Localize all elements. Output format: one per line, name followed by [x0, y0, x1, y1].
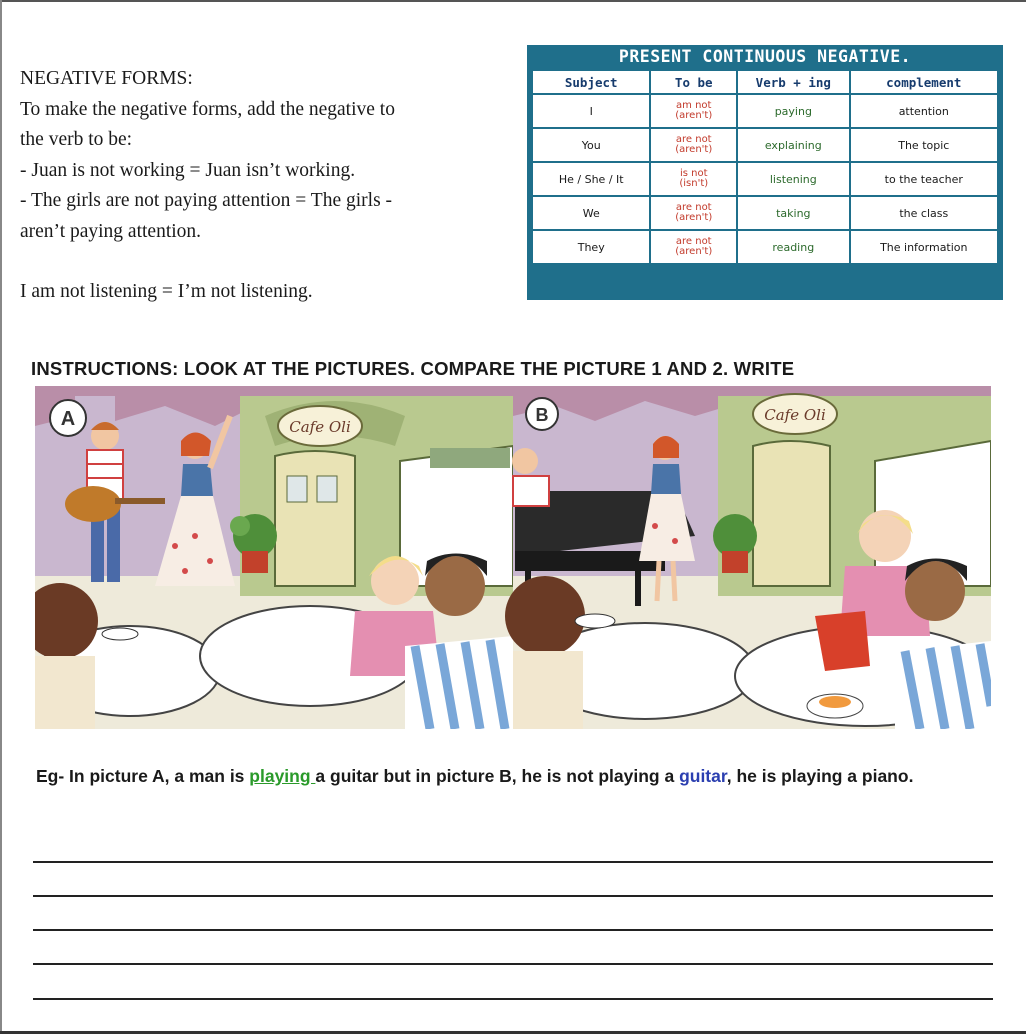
example-text: , he is playing a piano. — [726, 766, 914, 786]
cell-verb: listening — [737, 162, 850, 196]
cell-complement: the class — [850, 196, 998, 230]
negative-forms-line: To make the negative forms, add the negative to — [20, 98, 395, 120]
negative-forms-heading: NEGATIVE FORMS: — [20, 68, 193, 89]
answer-line[interactable] — [33, 861, 993, 863]
example-line-listening: I am not listening = I’m not listening. — [20, 281, 313, 302]
cell-complement: The information — [850, 230, 998, 264]
negative-forms-section — [20, 64, 500, 308]
example-line-girls: - The girls are not paying attention = The girls - — [20, 190, 393, 211]
left-border — [0, 0, 2, 1034]
top-border — [0, 0, 1026, 2]
table-header-row — [532, 70, 998, 94]
table-row — [532, 94, 998, 128]
picture-b-label: B — [535, 405, 549, 425]
cell-subject: He / She / It — [532, 162, 650, 196]
answer-line[interactable] — [33, 998, 993, 1000]
to-be-form: are not — [675, 134, 712, 145]
table-row — [532, 128, 998, 162]
example-highlight-verb: playing — [249, 766, 316, 786]
cell-verb: reading — [737, 230, 850, 264]
to-be-contraction: (aren't) — [675, 110, 713, 121]
cell-to-be — [650, 230, 737, 264]
example-sentence — [36, 762, 996, 790]
picture-b — [505, 386, 991, 729]
spacer — [20, 247, 500, 277]
cell-verb: paying — [737, 94, 850, 128]
cell-complement: to the teacher — [850, 162, 998, 196]
example-line-juan: - Juan is not working = Juan isn’t working. — [20, 159, 356, 181]
cell-subject: We — [532, 196, 650, 230]
to-be-form: are not — [675, 236, 712, 247]
guitar — [65, 486, 121, 522]
picture-a-label: A — [60, 408, 76, 430]
header-complement: complement — [850, 70, 998, 94]
cell-complement: The topic — [850, 128, 998, 162]
header-to-be: To be — [650, 70, 737, 94]
cell-subject: You — [532, 128, 650, 162]
cell-verb: explaining — [737, 128, 850, 162]
answer-line[interactable] — [33, 963, 993, 965]
to-be-contraction: (isn't) — [679, 178, 709, 189]
cell-subject: I — [532, 94, 650, 128]
cell-complement: attention — [850, 94, 998, 128]
answer-line[interactable] — [33, 895, 993, 897]
to-be-contraction: (aren't) — [675, 212, 713, 223]
header-verb-ing: Verb + ing — [737, 70, 850, 94]
instructions: INSTRUCTIONS: LOOK AT THE PICTURES. COMPARE THE PICTURE 1 AND 2. WRITE — [31, 358, 795, 379]
comparison-pictures — [35, 386, 991, 729]
negative-forms-line: the verb to be: — [20, 129, 133, 150]
example-text: a guitar but in picture B, he is not playing a — [315, 766, 680, 786]
cell-to-be — [650, 162, 737, 196]
grammar-table-panel — [527, 45, 1003, 300]
example-line-girls-cont: aren’t paying attention. — [20, 220, 202, 242]
cell-to-be — [650, 94, 737, 128]
table-row — [532, 230, 998, 264]
to-be-form: are not — [675, 202, 712, 213]
to-be-form: am not — [676, 100, 712, 111]
table-row — [532, 196, 998, 230]
comparison-illustration — [35, 386, 991, 729]
example-highlight-noun: guitar — [679, 766, 727, 786]
cafe-sign-a-text: Cafe Oli — [289, 418, 351, 436]
cafe-sign-b-text: Cafe Oli — [764, 406, 826, 424]
cell-subject: They — [532, 230, 650, 264]
example-text: Eg- In picture A, a man is — [36, 766, 250, 786]
to-be-form: is not — [679, 168, 708, 179]
table-row — [532, 162, 998, 196]
picture-a — [35, 386, 513, 729]
cell-to-be — [650, 196, 737, 230]
to-be-contraction: (aren't) — [675, 246, 713, 257]
table-title: PRESENT CONTINUOUS NEGATIVE. — [618, 47, 912, 66]
cell-verb: taking — [737, 196, 850, 230]
grammar-table — [531, 69, 999, 265]
answer-line[interactable] — [33, 929, 993, 931]
header-subject: Subject — [532, 70, 650, 94]
to-be-contraction: (aren't) — [675, 144, 713, 155]
cell-to-be — [650, 128, 737, 162]
